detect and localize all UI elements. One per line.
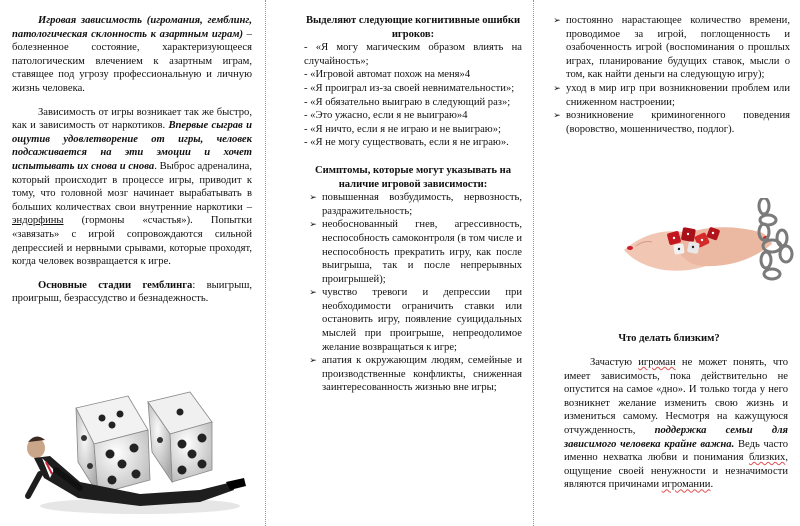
- list-item: ➢ повышенная возбудимость, нервозность, раздражительность;: [304, 191, 522, 218]
- symptoms-list: [304, 191, 522, 395]
- column-middle: [266, 0, 532, 526]
- help-title: Что делать близким?: [618, 333, 720, 344]
- die-icon: [76, 396, 150, 494]
- definition-rest: – болезненное состояние, характеризующееся патологическим влечением к азартным играм, ставящее под угрозу профессиональную и личную жизнь человека.: [12, 28, 252, 94]
- stages-title: Основные стадии гемблинга: [38, 279, 193, 291]
- list-item: ➢ необоснованный гнев, агрессивность, неспособность самоконтроля (в том числе и неспособность прекратить игру, как после выигрыша, так и после непрерывных проигрышей);: [304, 218, 522, 286]
- man-with-dice-illustration: [20, 378, 252, 518]
- definition-paragraph: [12, 14, 252, 96]
- list-item: - «Я проиграл из-за своей невнимательности»;: [304, 82, 515, 94]
- arrow-bullet-icon: ➢: [553, 15, 561, 25]
- symptoms-list-continued: [548, 14, 790, 136]
- arrow-bullet-icon: ➢: [309, 192, 317, 203]
- arrow-bullet-icon: ➢: [553, 82, 561, 93]
- stages-paragraph: [12, 279, 252, 306]
- symptoms-title: Симптомы, которые могут указывать на наличие игровой зависимости:: [314, 164, 511, 190]
- chained-hands-dice-illustration: [614, 198, 794, 286]
- arrow-bullet-icon: ➢: [553, 110, 561, 121]
- endorphins-word: эндорфины: [12, 215, 64, 227]
- list-item: - «Игровой автомат похож на меня»4: [304, 69, 471, 81]
- list-item: - «Я ничто, если я не играю и не выиграю»;: [304, 123, 501, 135]
- cognitive-errors-list: [304, 41, 522, 150]
- arrow-bullet-icon: ➢: [309, 287, 317, 298]
- emphasis-text: Впервые сыграв и ощутив удовлетворение от игры, человек подсаживается на эти эмоции и хочет испытывать их снова и снова: [12, 120, 252, 172]
- column-right: [534, 0, 800, 526]
- emphasis-text: поддержка семьи для зависимого человека крайне важна.: [564, 424, 788, 450]
- cognitive-errors-title: Выделяют следующие когнитивные ошибки игроков:: [305, 15, 521, 40]
- list-item: ➢ чувство тревоги и депрессии при необходимости ограничить ставки или остановить игру, появление суицидальных мыслей при проигрыше, непреодолимое желание возвращаться к игре;: [304, 286, 522, 354]
- help-paragraph: Зачастую игроман не может понять, что имеет зависимость, пока действительно не опустится на самое «дно». И только тогда у него возникнет желание изменить свою жизнь и измениться самому. Несмотря на кажущуюся отчужденность, поддержка семьи для зависимого человека крайне важна. Ведь часто именно нехватка любви и понимания близких, ощущение своей ненужности и незначимости являются причинами игромании.: [564, 357, 789, 491]
- list-item: - «Я могу магическим образом влиять на случайность»;: [304, 42, 522, 67]
- addiction-paragraph: Зависимость от игры возникает так же быстро, как и зависимость от наркотиков. Впервые сыграв и ощутив удовлетворение от игры, человек подсаживается на эти эмоции и хочет испытывать их снова и снова. Выброс адреналина, который происходит в процессе игры, приводит к тому, что головной мозг начинает вырабатывать в больших количествах свои внутренние наркотики – эндорфины (гормоны «счастья»). Попытки «завязать» с игрой сопровождаются сильной депрессией и нервными срывами, которые проходят, когда человек возвращается к игре.: [12, 106, 252, 268]
- stages-text: : выигрыш, проигрыш, безрассудство и безнадежность.: [12, 279, 253, 305]
- arrow-bullet-icon: ➢: [309, 219, 317, 230]
- definition-lead: Игровая зависимость (игромания, гемблинг, патологическая склонность к азартным играм): [12, 15, 252, 40]
- arrow-bullet-icon: ➢: [309, 355, 317, 366]
- list-item: ➢ уход в мир игр при возникновении проблем или сниженном настроении;: [548, 82, 790, 109]
- list-item: ➢ постоянно нарастающее количество времени, проводимое за игрой, поглощенность и озабоченность игрой (воспоминания о прошлых играх, планирование будущих ставок, мысли о том, как найти деньги на следующую игру);: [548, 14, 790, 82]
- list-item: - «Это ужасно, если я не выиграю»4: [304, 110, 468, 122]
- column-left: [0, 0, 264, 526]
- list-item: - «Я не могу существовать, если я не играю».: [304, 137, 509, 149]
- list-item: ➢ апатия к окружающим людям, семейные и производственные конфликты, сниженная заинтересованность жизнью вне игры;: [304, 354, 522, 395]
- die-icon: [148, 392, 212, 482]
- list-item: - «Я обязательно выиграю в следующий раз»;: [304, 96, 511, 108]
- chain-icon: [759, 198, 792, 279]
- list-item: ➢ возникновение криминогенного поведения (воровство, мошенничество, подлог).: [548, 109, 790, 136]
